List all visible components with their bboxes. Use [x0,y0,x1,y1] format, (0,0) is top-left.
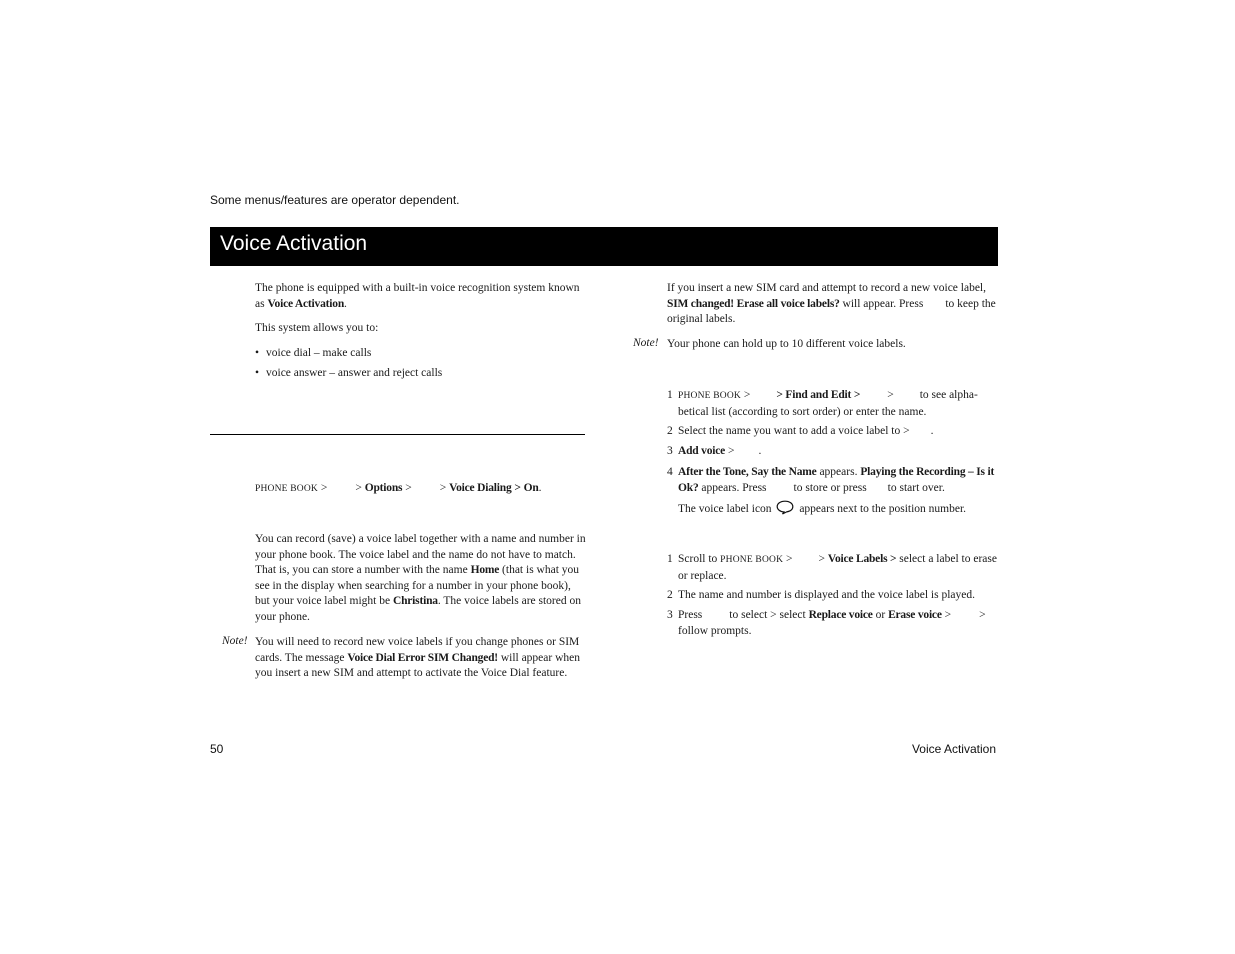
sim-change-note: You will need to record new voice labels if you change phones or SIM cards. The message Voice Dial Error SIM Changed! will appear when you insert a new SIM and attempt to activate the Voice Dial feature. [255,636,581,680]
note-label: Note! [633,337,659,349]
label-capacity-note: Your phone can hold up to 10 different voice labels. [667,338,906,350]
operator-note: Some menus/features are operator dependent. [210,193,460,207]
allows-text: This system allows you to: [255,322,379,334]
add-step-4: 4 After the Tone, Say the Name appears. Playing the Recording – Is it Ok? appears. Press to store or press to start over. [667,466,995,494]
new-sim-paragraph: If you insert a new SIM card and attempt to record a new voice label, SIM changed! Erase all voice labels? will appear. Press to keep the original labels. [667,282,996,326]
voice-dialing-path: PHONE BOOK > > Options > > Voice Dialing > On. [255,482,542,494]
list-item: • voice dial – make calls [255,346,371,362]
intro-paragraph: The phone is equipped with a built-in voice recognition system known as Voice Activation. [255,282,580,310]
footer-section-title: Voice Activation [911,742,996,756]
list-item: • voice answer – answer and reject calls [255,366,442,382]
add-step-3: 3 Add voice > . [667,445,762,457]
section-divider [210,434,585,435]
voice-label-icon-text: The voice label icon appears next to the position number. [678,500,966,521]
erase-step-2: 2 The name and number is displayed and the voice label is played. [667,589,975,601]
section-title: Voice Activation [220,232,368,255]
record-paragraph: You can record (save) a voice label together with a name and number in your phone book. The voice label and the name do not have to match. That is, you can store a number with the name Home (that is what you see in the display when searching for a number in your phone book), but your voice label might be Christina. The voice labels are stored on your phone. [255,533,586,623]
section-title-bar [210,227,998,266]
note-label: Note! [222,635,248,647]
erase-step-3: 3 Press to select > select Replace voice or Erase voice > > follow prompts. [667,609,986,637]
erase-step-1: 1 Scroll to PHONE BOOK > > Voice Labels > select a label to erase or replace. [667,553,997,582]
add-step-2: 2 Select the name you want to add a voice label to > . [667,425,934,437]
page-number: 50 [210,742,224,756]
add-step-1: 1 PHONE BOOK > > Find and Edit > > to see alpha- betical list (according to sort order) or enter the name. [667,389,978,418]
voice-label-icon [776,500,794,521]
